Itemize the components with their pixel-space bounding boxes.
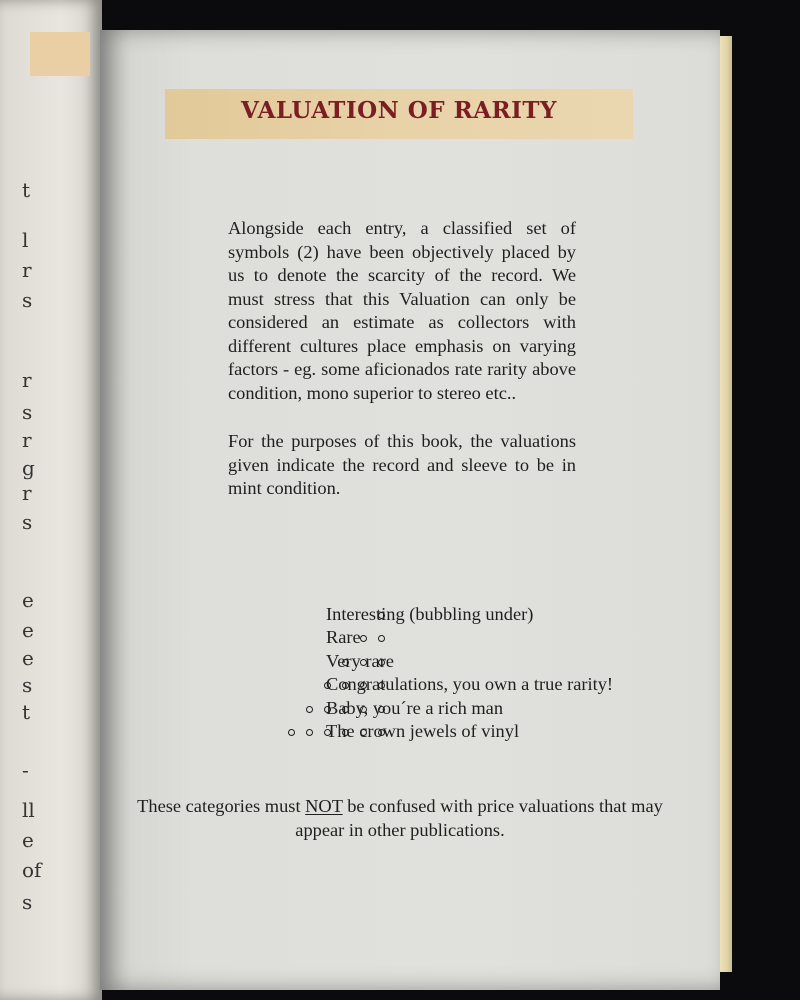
rarity-dot-icon [306, 706, 313, 713]
rarity-dot-icon [288, 729, 295, 736]
previous-page-letter: ll [22, 798, 35, 822]
legend-row [180, 626, 700, 649]
footer-note-start: These categories must [137, 796, 306, 816]
previous-page-letter: g [22, 456, 35, 480]
previous-page-letter: e [22, 588, 34, 612]
book-page [100, 30, 720, 990]
previous-page-letter: s [22, 288, 33, 312]
previous-page-letter: - [22, 758, 29, 782]
previous-page-letter: s [22, 510, 33, 534]
page-edge [718, 36, 732, 972]
previous-page-letter: r [22, 428, 32, 452]
rarity-dot-icon [306, 729, 313, 736]
title-band [165, 89, 633, 139]
previous-page-letter: e [22, 618, 34, 642]
footer-note-emphasis: NOT [305, 796, 343, 816]
previous-page-letter: t [22, 178, 31, 202]
previous-page-letter: t [22, 700, 31, 724]
legend-label: Interesting (bubbling under) [326, 604, 534, 624]
legend-row [180, 650, 700, 673]
previous-page-letter: l [22, 228, 29, 252]
paragraph-intro: Alongside each entry, a classified set of symbols (2) have been objectively placed by us to denote the scarcity of the record. We must stress that this Valuation can only be considered an estimate as collectors with different cultures place emphasis on varying factors - eg. some aficionados rate rarity above condition, mono superior to stereo etc.. [228, 218, 576, 403]
previous-page-letter: s [22, 890, 33, 914]
body-text [228, 217, 576, 526]
previous-page-letter: r [22, 481, 32, 505]
legend-label: Very rare [326, 650, 394, 671]
footer-note-end: be confused with price valuations that may appear in other publications. [295, 796, 663, 840]
page-title: VALUATION OF RARITY [241, 97, 557, 124]
legend-label: The crown jewels of vinyl [326, 720, 520, 741]
rarity-dot-icon [360, 635, 367, 642]
paragraph-condition: For the purposes of this book, the valuations given indicate the record and sleeve to be in mint condition. [228, 431, 576, 498]
rarity-legend [180, 603, 700, 743]
legend-label: Rare [326, 627, 361, 648]
legend-row [180, 673, 700, 696]
previous-page-letter: of [22, 858, 42, 882]
previous-page [0, 0, 102, 1000]
rarity-dots [360, 635, 385, 643]
previous-page-letter: s [22, 673, 33, 697]
previous-page-letter: s [22, 400, 33, 424]
previous-page-tab [30, 32, 90, 76]
previous-page-letter: e [22, 828, 34, 852]
rarity-dot-icon [378, 635, 385, 642]
previous-page-letter: r [22, 258, 32, 282]
legend-row [180, 603, 700, 626]
previous-page-letter: e [22, 646, 34, 670]
legend-label: Congratulations, you own a true rarity! [326, 674, 614, 695]
legend-label: Baby, you´re a rich man [326, 697, 504, 718]
legend-row [180, 720, 700, 743]
previous-page-letter: r [22, 368, 32, 392]
footer-note [120, 795, 680, 842]
legend-row [180, 697, 700, 720]
